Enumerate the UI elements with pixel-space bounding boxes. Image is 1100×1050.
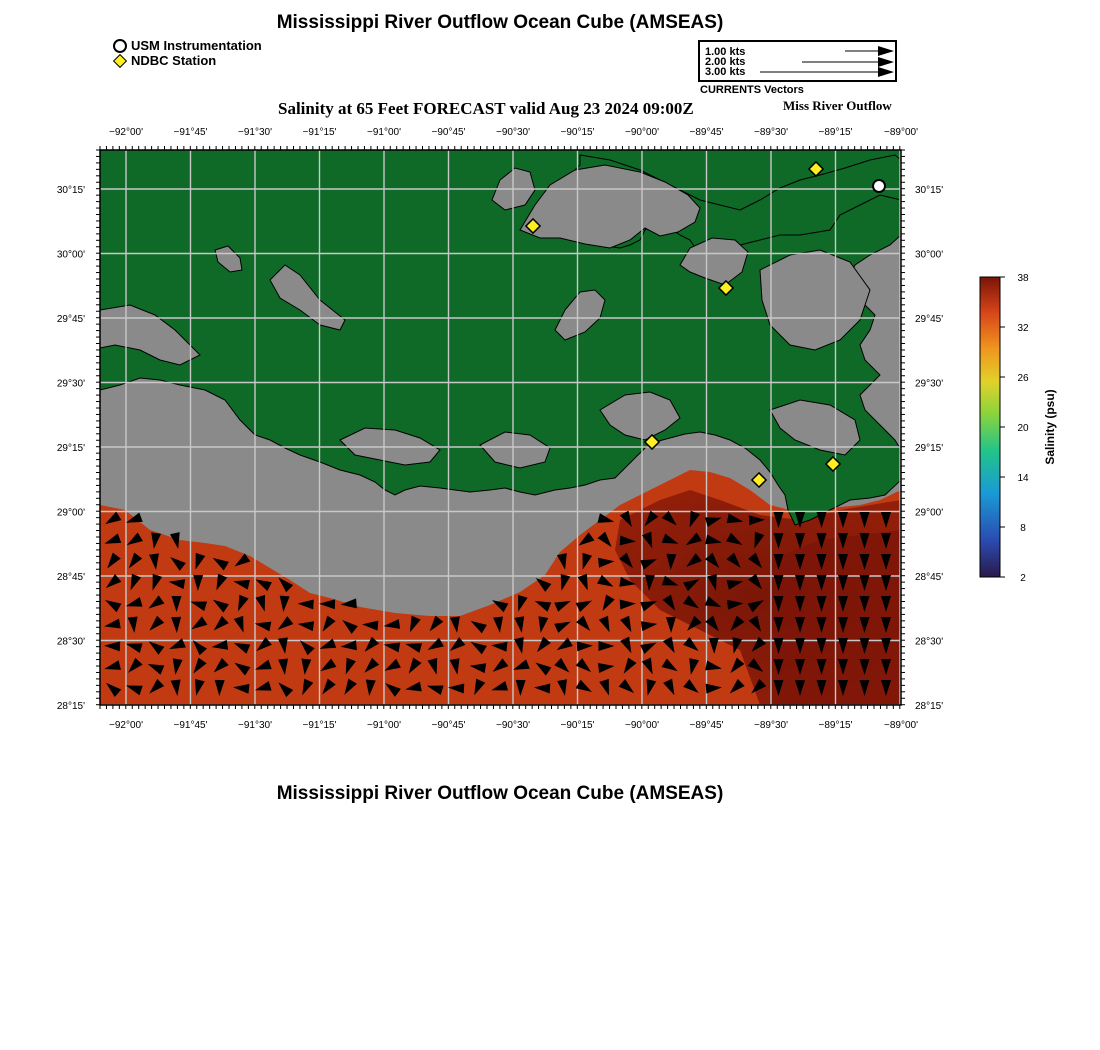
lon-tick-label: −91°15'	[302, 127, 337, 138]
lon-tick-label: −90°45'	[431, 720, 466, 731]
lon-tick-label: −90°15'	[560, 127, 595, 138]
vector-legend-caption: CURRENTS Vectors	[700, 84, 804, 96]
colorbar-tick-label: 8	[1020, 523, 1026, 534]
lat-tick-label: 29°15'	[56, 443, 85, 454]
lon-tick-label: −92°00'	[109, 127, 143, 138]
lon-tick-label: −91°30'	[238, 127, 272, 138]
lat-tick-label: 28°30'	[56, 636, 85, 648]
lon-tick-label: −90°15'	[560, 720, 595, 731]
lat-tick-label: 29°30'	[915, 378, 944, 390]
vector-speed-3: 3.00 kts	[705, 66, 746, 78]
usm-station-marker	[873, 180, 885, 192]
legend-ndbc-label: NDBC Station	[131, 53, 217, 68]
lon-tick-label: −91°00'	[367, 720, 401, 731]
lon-tick-label: −89°00'	[884, 720, 918, 731]
legend-usm-label: USM Instrumentation	[131, 38, 262, 53]
lat-tick-label: 29°00'	[915, 507, 944, 519]
lat-tick-label: 29°45'	[915, 314, 944, 325]
lat-tick-label: 29°45'	[56, 314, 85, 325]
lat-tick-label: 29°30'	[56, 378, 85, 390]
colorbar-tick-label: 38	[1017, 273, 1029, 284]
lon-tick-label: −91°45'	[173, 720, 208, 731]
lat-tick-label: 28°15'	[56, 701, 85, 712]
colorbar-tick-label: 14	[1017, 473, 1029, 484]
lat-tick-label: 29°15'	[915, 443, 944, 454]
lat-tick-label: 29°00'	[56, 507, 85, 519]
page-title: Mississippi River Outflow Ocean Cube (AMSEAS)	[276, 12, 724, 33]
lon-tick-label: −90°00'	[625, 720, 659, 731]
lat-tick-label: 30°15'	[56, 185, 85, 196]
lat-tick-label: 28°45'	[56, 572, 85, 583]
lat-tick-label: 28°30'	[915, 636, 944, 648]
lon-tick-label: −90°00'	[625, 127, 659, 138]
lon-tick-label: −89°45'	[689, 127, 724, 138]
colorbar-tick-label: 32	[1017, 323, 1029, 334]
lon-tick-label: −89°30'	[754, 127, 788, 138]
colorbar-ticks	[1000, 273, 1029, 584]
colorbar-gradient	[980, 277, 1000, 577]
lon-tick-label: −90°30'	[496, 127, 530, 138]
colorbar-tick-label: 26	[1017, 373, 1029, 384]
map-canvas	[100, 150, 901, 705]
lon-tick-label: −89°00'	[884, 127, 918, 138]
lon-tick-label: −90°30'	[496, 720, 530, 731]
colorbar	[960, 265, 1080, 595]
lat-tick-label: 28°15'	[915, 701, 944, 712]
lon-tick-label: −91°45'	[173, 127, 208, 138]
lon-tick-label: −89°30'	[754, 720, 788, 731]
lat-tick-label: 30°00'	[915, 249, 944, 261]
lon-tick-label: −92°00'	[109, 720, 143, 731]
lon-tick-label: −89°45'	[689, 720, 724, 731]
colorbar-label: Salinity (psu)	[1043, 389, 1057, 465]
lon-tick-label: −91°15'	[302, 720, 337, 731]
bottom-title: Mississippi River Outflow Ocean Cube (AMSEAS)	[276, 783, 724, 804]
lon-tick-label: −89°15'	[818, 127, 853, 138]
lon-tick-label: −90°45'	[431, 127, 466, 138]
lon-tick-label: −91°00'	[367, 127, 401, 138]
lon-tick-label: −91°30'	[238, 720, 272, 731]
lon-tick-label: −89°15'	[818, 720, 853, 731]
vector-speed-2: 2.00 kts	[705, 56, 746, 68]
map-corner-label: Miss River Outflow	[783, 98, 892, 113]
lat-tick-label: 30°00'	[56, 249, 85, 261]
lat-tick-label: 28°45'	[915, 572, 944, 583]
vector-speed-1: 1.00 kts	[705, 46, 746, 58]
lat-tick-label: 30°15'	[915, 185, 944, 196]
colorbar-tick-label: 20	[1017, 423, 1029, 434]
colorbar-tick-label: 2	[1020, 573, 1026, 584]
map-subtitle: Salinity at 65 Feet FORECAST valid Aug 23 2024 09:00Z	[278, 99, 694, 118]
